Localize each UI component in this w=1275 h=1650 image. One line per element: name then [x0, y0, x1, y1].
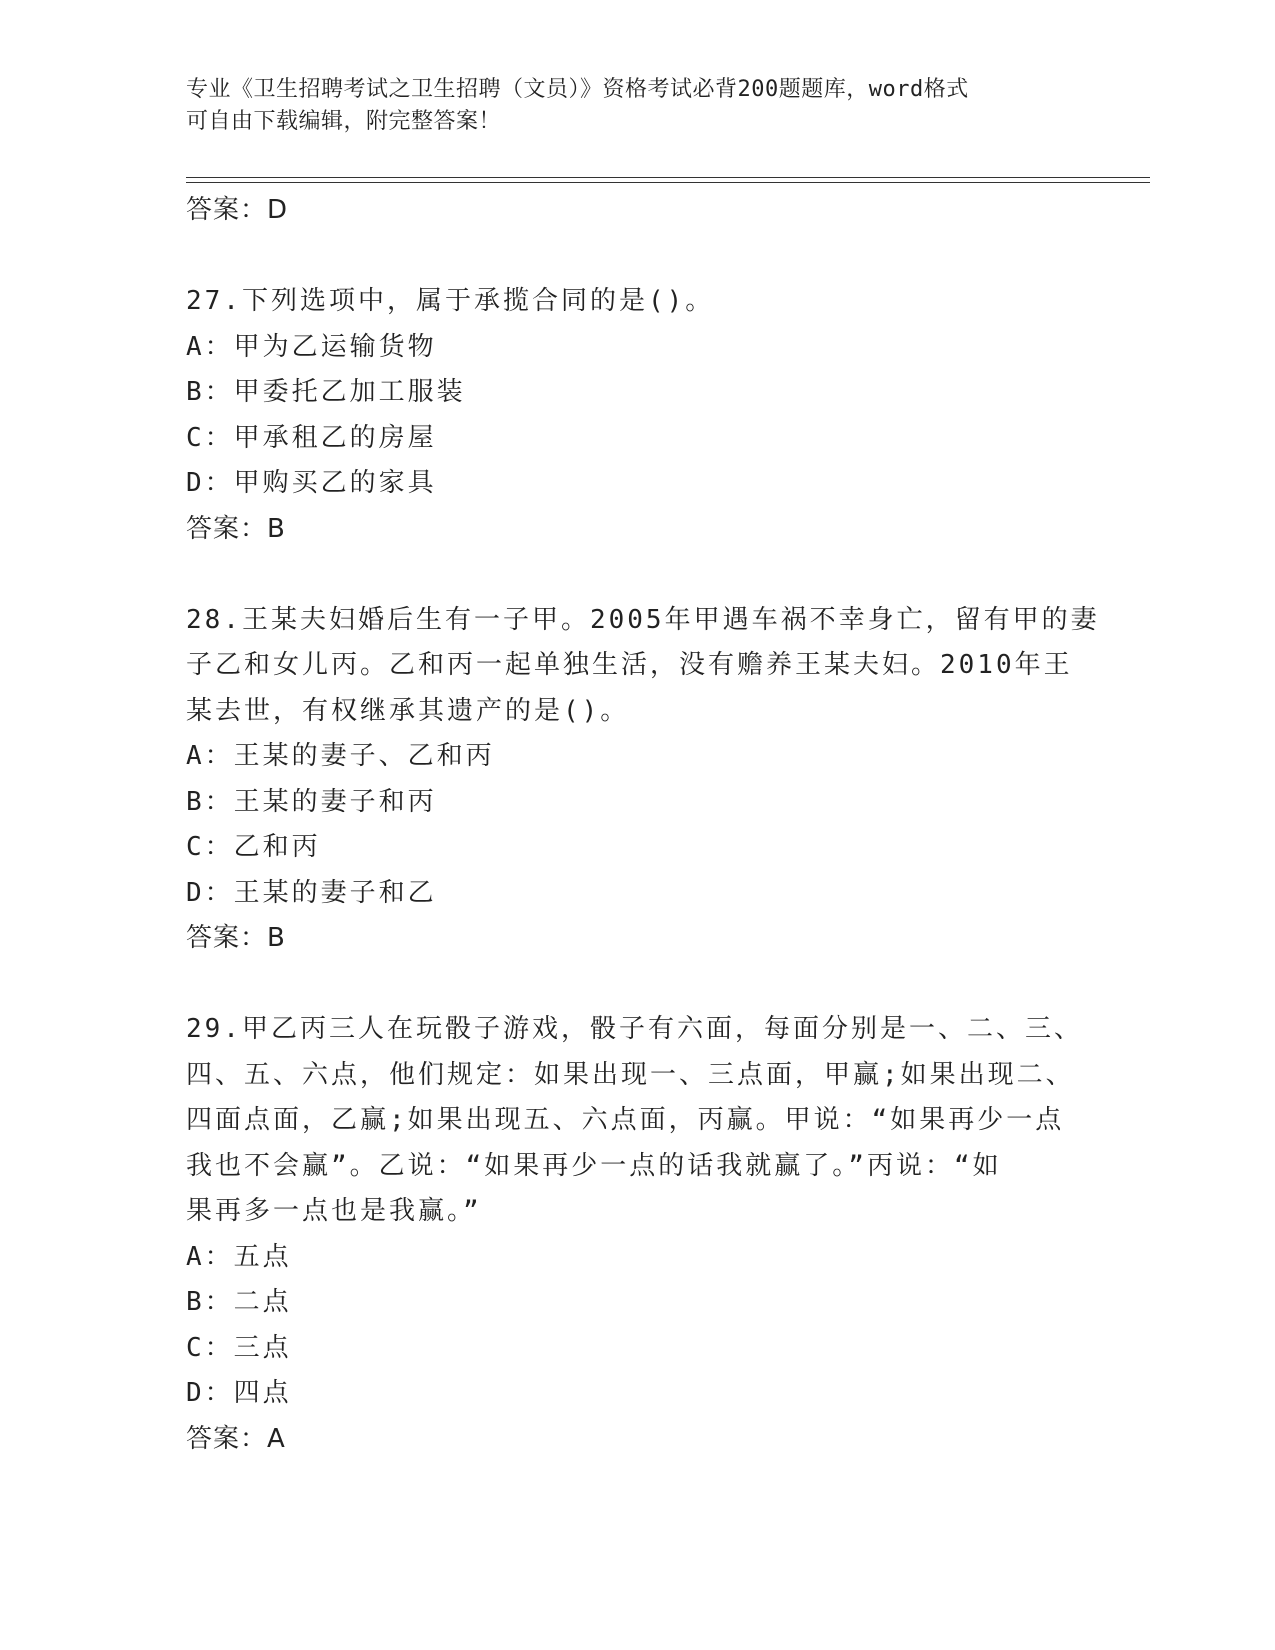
page-header	[186, 74, 1076, 138]
question-text: 27.下列选项中，属于承揽合同的是()。	[186, 286, 715, 316]
option-d: D：王某的妻子和乙	[186, 877, 437, 908]
question-block	[186, 279, 1086, 552]
spacer	[186, 552, 1086, 598]
question-content	[186, 188, 1100, 1462]
question-text: 28.王某夫妇婚后生有一子甲。2005年甲遇车祸不幸身亡，留有甲的妻	[186, 604, 1100, 635]
header-line-2: 可自由下载编辑，附完整答案！	[186, 109, 502, 134]
question-text: 我也不会赢”。乙说：“如果再少一点的话我就赢了。”丙说：“如	[186, 1150, 1002, 1181]
spacer	[186, 234, 1086, 280]
answer-line: 答案：D	[186, 195, 289, 225]
option-d: D：甲购买乙的家具	[186, 468, 437, 498]
question-text: 四面点面，乙赢;如果出现五、六点面，丙赢。甲说：“如果再少一点	[186, 1105, 1065, 1135]
answer-line: 答案：B	[186, 513, 286, 544]
question-block	[186, 1007, 1086, 1462]
option-a: A：王某的妻子、乙和丙	[186, 741, 495, 771]
header-line-1: 专业《卫生招聘考试之卫生招聘（文员）》资格考试必背200题题库，word格式	[186, 77, 969, 102]
option-a: A：甲为乙运输货物	[186, 331, 437, 362]
header-divider-top	[186, 177, 1150, 178]
option-b: B：二点	[186, 1287, 292, 1317]
option-a: A：五点	[186, 1241, 292, 1272]
question-text: 29.甲乙丙三人在玩骰子游戏，骰子有六面，每面分别是一、二、三、	[186, 1014, 1083, 1044]
option-b: B：王某的妻子和丙	[186, 786, 437, 817]
question-text: 子乙和女儿丙。乙和丙一起单独生活，没有赡养王某夫妇。2010年王	[186, 650, 1073, 680]
option-c: C：三点	[186, 1332, 292, 1363]
question-block	[186, 598, 1100, 962]
question-text: 四、五、六点，他们规定：如果出现一、三点面，甲赢;如果出现二、	[186, 1059, 1075, 1090]
question-text: 某去世，有权继承其遗产的是()。	[186, 695, 630, 726]
option-c: C：乙和丙	[186, 832, 321, 862]
spacer	[186, 962, 1086, 1008]
option-c: C：甲承租乙的房屋	[186, 422, 437, 453]
option-b: B：甲委托乙加工服装	[186, 377, 466, 407]
option-d: D：四点	[186, 1378, 292, 1408]
question-text: 果再多一点也是我赢。”	[186, 1196, 482, 1226]
header-divider-bottom	[186, 182, 1150, 183]
answer-line: 答案：A	[186, 1423, 286, 1454]
answer-line: 答案：B	[186, 923, 286, 953]
